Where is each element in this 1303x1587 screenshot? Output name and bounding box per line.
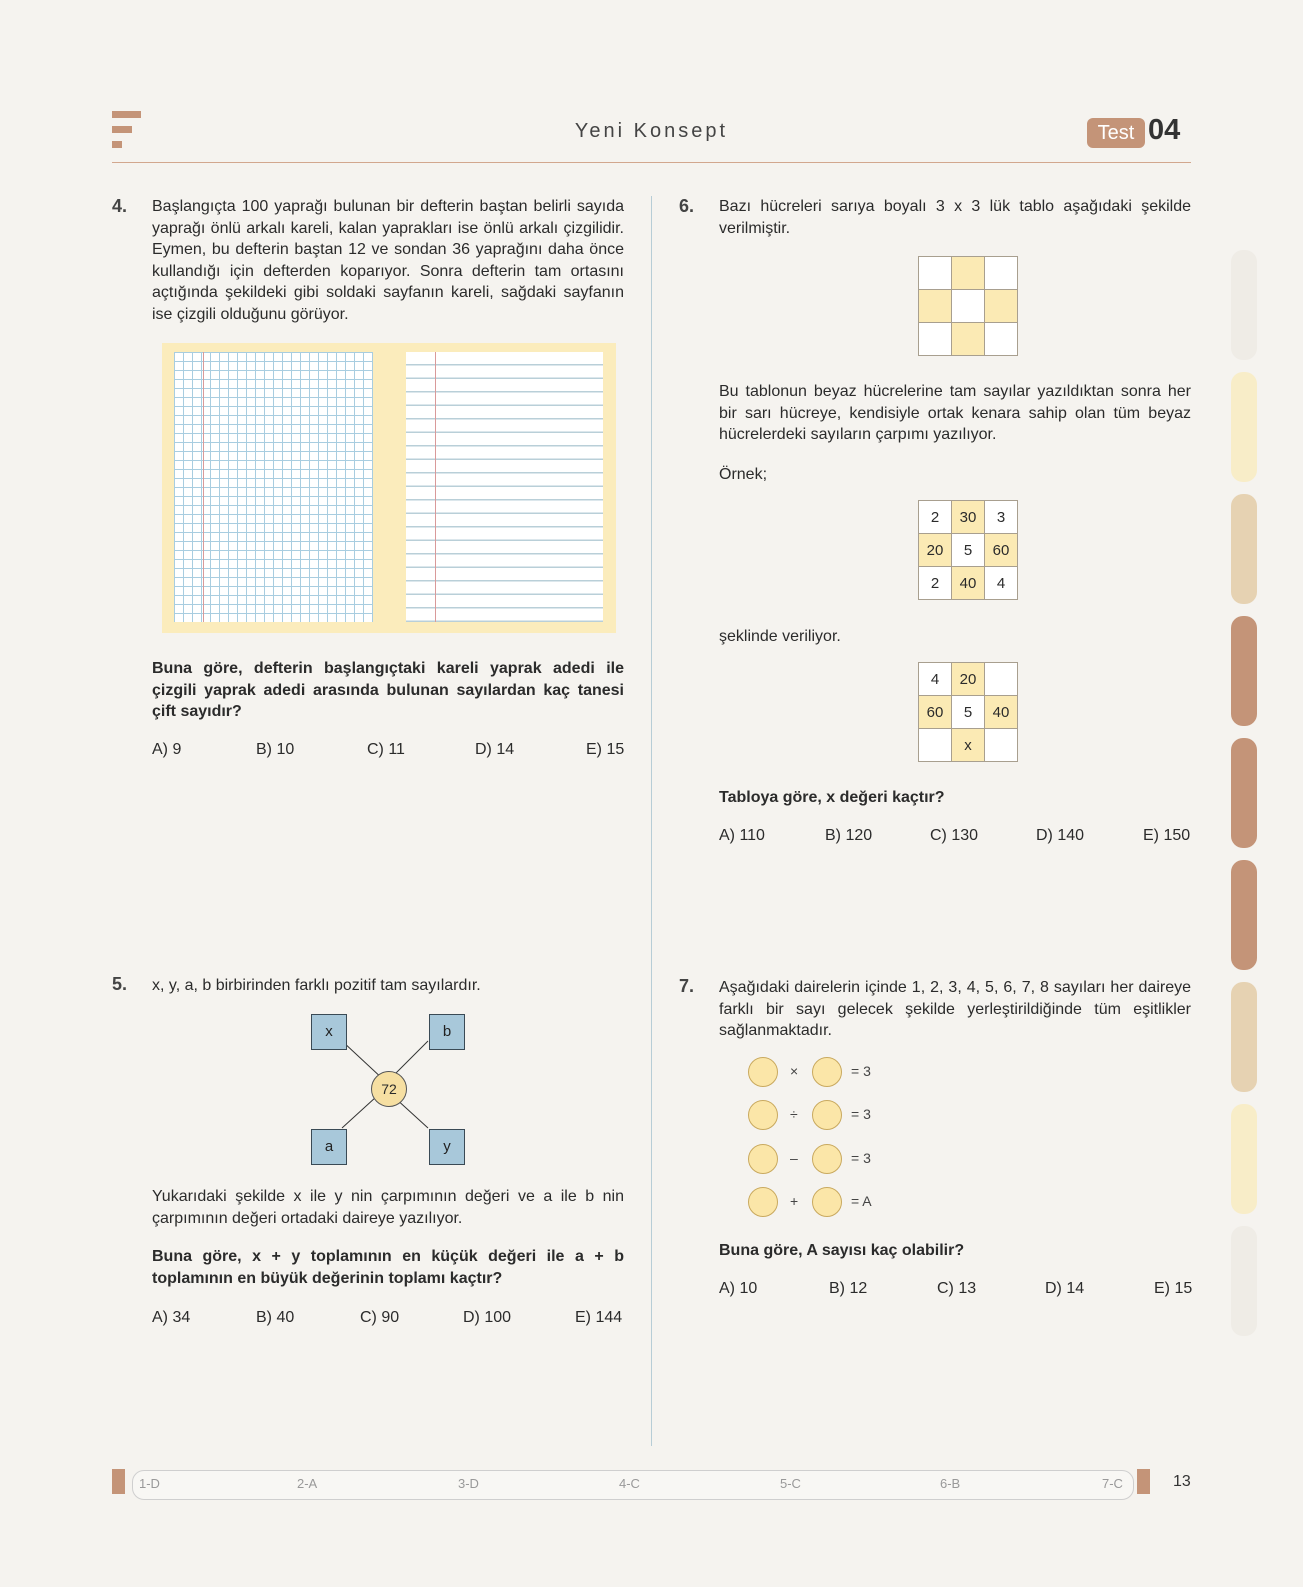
cell: x	[952, 729, 985, 762]
cell	[919, 729, 952, 762]
divide-operator: ÷	[790, 1106, 798, 1122]
q6-option-a[interactable]: A) 110	[719, 827, 765, 844]
q6-option-c[interactable]: C) 130	[930, 827, 979, 844]
q7-number: 7.	[679, 976, 695, 996]
answer-key-item: 3-D	[458, 1476, 479, 1491]
q7-option-c[interactable]: C) 13	[937, 1280, 977, 1297]
cell: 4	[985, 567, 1018, 600]
answer-key-item: 6-B	[940, 1476, 961, 1491]
box-top-right: b	[429, 1014, 465, 1050]
blank-circle	[748, 1100, 778, 1130]
header-rule	[112, 162, 1191, 163]
blank-circle	[812, 1144, 842, 1174]
box-bottom-left: a	[311, 1129, 347, 1165]
q6-number: 6.	[679, 196, 695, 216]
q6-given-grid	[918, 662, 1018, 762]
q5-option-a[interactable]: A) 34	[152, 1309, 191, 1326]
equation-result: = 3	[851, 1150, 871, 1166]
q7-text: Aşağıdaki dairelerin içinde 1, 2, 3, 4, 5, 6, 7, 8 sayıları her daireye farklı bir sayı gelecek şekilde yerleştirildiğinde tüm eşitlikler sağlanmaktadır.	[719, 979, 1191, 1039]
q7-option-d[interactable]: D) 14	[1045, 1280, 1085, 1297]
q7-question: Buna göre, A sayısı kaç olabilir?	[719, 1242, 965, 1259]
q4-option-e[interactable]: E) 15	[586, 741, 625, 758]
side-tab	[1231, 860, 1257, 970]
test-number: 04	[1148, 114, 1181, 146]
answer-key-item: 4-C	[619, 1476, 640, 1491]
q6-text2: Bu tablonun beyaz hücrelerine tam sayılar yazıldıktan sonra her bir sarı hücreye, kendisiyle ortak kenara sahip olan tüm beyaz hücrelerdeki sayıların çarpımı yazılıyor.	[719, 383, 1191, 443]
cell: 5	[952, 696, 985, 729]
q4-option-a[interactable]: A) 9	[152, 741, 182, 758]
side-tab	[1231, 372, 1257, 482]
q7-option-e[interactable]: E) 15	[1154, 1280, 1193, 1297]
q5-option-b[interactable]: B) 40	[256, 1309, 295, 1326]
blank-circle	[812, 1187, 842, 1217]
answer-key-item: 5-C	[780, 1476, 801, 1491]
cell: 4	[919, 663, 952, 696]
cell: 20	[952, 663, 985, 696]
test-badge: Test	[1087, 118, 1145, 148]
header-title: Yeni Konsept	[574, 120, 729, 142]
q6-question: Tabloya göre, x değeri kaçtır?	[719, 789, 945, 806]
side-tab	[1231, 1226, 1257, 1336]
q5-option-d[interactable]: D) 100	[463, 1309, 512, 1326]
cell: 30	[952, 501, 985, 534]
side-tab	[1231, 982, 1257, 1092]
q6-option-b[interactable]: B) 120	[825, 827, 873, 844]
cell: 20	[919, 534, 952, 567]
q5-text2: Yukarıdaki şekilde x ile y nin çarpımının değeri ve a ile b nin çarpımının değeri ortadaki daireye yazılıyor.	[152, 1188, 624, 1227]
q6-option-d[interactable]: D) 140	[1036, 827, 1085, 844]
cell	[985, 663, 1018, 696]
cell: 5	[952, 534, 985, 567]
plus-operator: +	[790, 1193, 799, 1209]
cell: 40	[985, 696, 1018, 729]
answer-key-item: 1-D	[139, 1476, 160, 1491]
q4-option-b[interactable]: B) 10	[256, 741, 295, 758]
q5-number: 5.	[112, 974, 128, 994]
q6-empty-grid	[918, 256, 1018, 356]
equation-result: = 3	[851, 1063, 871, 1079]
cell: 2	[919, 567, 952, 600]
column-divider	[651, 196, 652, 1446]
q4-text: Başlangıçta 100 yaprağı bulunan bir defterin baştan belirli sayıda yaprağı önlü arkalı kareli, kalan yaprakları ise önlü arkalı çizgilidir. Eymen, bu defterin baştan 12 ve sondan 36 yaprağını daha önce kullandığı için defterden koparıyor. Sonra defterin tam ortasını açtığında şekildeki gibi soldaki sayfanın kareli, sağdaki sayfanın ise çizgili olduğunu görüyor.	[152, 198, 624, 323]
times-operator: ×	[790, 1063, 799, 1079]
logo-bar-1	[112, 111, 141, 118]
cell: 40	[952, 567, 985, 600]
q6-given-label: şeklinde veriliyor.	[719, 628, 841, 645]
q6-option-e[interactable]: E) 150	[1143, 827, 1191, 844]
cell: 2	[919, 501, 952, 534]
q7-option-b[interactable]: B) 12	[829, 1280, 868, 1297]
blank-circle	[812, 1057, 842, 1087]
grid-page-margin	[203, 352, 204, 622]
q6-text: Bazı hücreleri sarıya boyalı 3 x 3 lük tablo aşağıdaki şekilde verilmiştir.	[719, 198, 1191, 237]
page-number: 13	[1173, 1473, 1191, 1490]
q5-question: Buna göre, x + y toplamının en küçük değeri ile a + b toplamının en büyük değerinin toplamı kaçtır?	[152, 1248, 624, 1287]
q5-option-c[interactable]: C) 90	[360, 1309, 400, 1326]
box-top-left: x	[311, 1014, 347, 1050]
answer-key-cap-right	[1137, 1469, 1150, 1494]
answer-key-item: 2-A	[297, 1476, 318, 1491]
q4-number: 4.	[112, 196, 128, 216]
center-circle: 72	[371, 1071, 407, 1107]
cell: 60	[919, 696, 952, 729]
q5-option-e[interactable]: E) 144	[575, 1309, 623, 1326]
equation-result: = A	[851, 1193, 872, 1209]
box-bottom-right: y	[429, 1129, 465, 1165]
cell: 3	[985, 501, 1018, 534]
blank-circle	[748, 1187, 778, 1217]
answer-key-item: 7-C	[1102, 1476, 1123, 1491]
q4-option-c[interactable]: C) 11	[367, 741, 405, 758]
q6-example-grid	[918, 500, 1018, 600]
cell: 60	[985, 534, 1018, 567]
q5-text: x, y, a, b birbirinden farklı pozitif tam sayılardır.	[152, 977, 481, 994]
side-tab	[1231, 616, 1257, 726]
minus-operator: –	[790, 1150, 798, 1166]
side-tab	[1231, 1104, 1257, 1214]
cell	[985, 729, 1018, 762]
side-tab	[1231, 250, 1257, 360]
q4-question: Buna göre, defterin başlangıçtaki kareli yaprak adedi ile çizgili yaprak adedi arasında bulunan sayılardan kaç tanesi çift sayıdır?	[152, 660, 624, 720]
q6-example-label: Örnek;	[719, 466, 768, 483]
side-tab	[1231, 494, 1257, 604]
blank-circle	[812, 1100, 842, 1130]
equation-result: = 3	[851, 1106, 871, 1122]
side-tab	[1231, 738, 1257, 848]
q7-option-a[interactable]: A) 10	[719, 1280, 758, 1297]
lined-page-margin	[435, 352, 436, 622]
q4-option-d[interactable]: D) 14	[475, 741, 515, 758]
answer-key-cap-left	[112, 1469, 125, 1494]
blank-circle	[748, 1057, 778, 1087]
blank-circle	[748, 1144, 778, 1174]
